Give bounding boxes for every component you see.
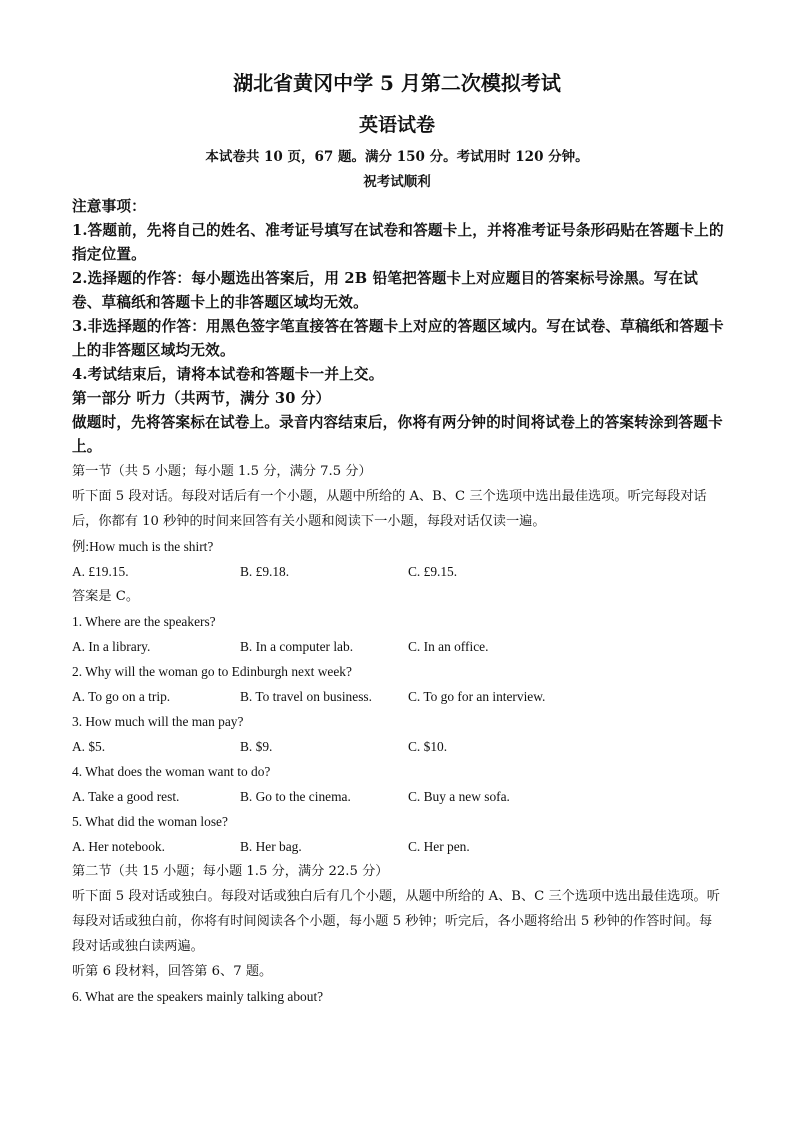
question-4: 4. What does the woman want to do?: [72, 764, 271, 779]
section2-instruction: 听下面 5 段对话或独白。每段对话或独白后有几个小题，从题中所给的 A、B、C 三个选项中选出最佳选项。听每段对话或独白前，你将有时间阅读各个小题，每小题 5 秒钟；听完后，各小题将给出 5 秒钟的作答时间。每段对话或独白读两遍。: [72, 889, 720, 954]
question-5-option-b: B. Her bag.: [240, 839, 302, 854]
question-4-option-b: B. Go to the cinema.: [240, 789, 351, 804]
question-2-option-c: C. To go for an interview.: [408, 689, 546, 704]
notice-heading: 注意事项：: [72, 198, 146, 215]
question-3-option-c: C. $10.: [408, 739, 448, 754]
question-1-option-b: B. In a computer lab.: [240, 639, 354, 654]
question-1: 1. Where are the speakers?: [72, 614, 216, 629]
question-3-option-b: B. $9.: [240, 739, 273, 754]
exam-subtitle: 英语试卷: [358, 114, 435, 136]
example-option-c: C. £9.15.: [408, 564, 458, 579]
example-option-a: A. £19.15.: [72, 564, 129, 579]
question-4-option-a: A. Take a good rest.: [72, 789, 180, 804]
question-5-option-c: C. Her pen.: [408, 839, 470, 854]
example-options: [72, 559, 724, 584]
part1-instruction: 做题时，先将答案标在试卷上。录音内容结束后，你将有两分钟的时间将试卷上的答案转涂到答题卡上。: [72, 414, 723, 455]
notice-item-1: 1.答题前，先将自己的姓名、准考证号填写在试卷和答题卡上，并将准考证号条形码贴在答题卡上的指定位置。: [72, 222, 724, 263]
question-1-option-a: A. In a library.: [72, 639, 151, 654]
example-option-b: B. £9.18.: [240, 564, 290, 579]
question-6: 6. What are the speakers mainly talking about?: [72, 989, 324, 1004]
question-1-options: [72, 634, 724, 659]
part1-heading: 第一部分 听力（共两节，满分 30 分）: [72, 390, 331, 407]
section1-heading: 第一节（共 5 小题；每小题 1.5 分，满分 7.5 分）: [72, 464, 372, 479]
notice-item-2: 2.选择题的作答：每小题选出答案后，用 2B 铅笔把答题卡上对应题目的答案标号涂黑。写在试卷、草稿纸和答题卡上的非答题区域均无效。: [72, 270, 699, 311]
section2-heading: 第二节（共 15 小题；每小题 1.5 分，满分 22.5 分）: [72, 864, 389, 879]
exam-title: 湖北省黄冈中学 5 月第二次模拟考试: [233, 71, 561, 95]
question-5: 5. What did the woman lose?: [72, 814, 228, 829]
exam-wish: 祝考试顺利: [363, 174, 431, 190]
question-3-options: [72, 734, 724, 759]
question-2-option-b: B. To travel on business.: [240, 689, 372, 704]
example-answer: 答案是 C。: [72, 589, 140, 604]
question-2-option-a: A. To go on a trip.: [72, 689, 171, 704]
question-5-option-a: A. Her notebook.: [72, 839, 165, 854]
question-3-option-a: A. $5.: [72, 739, 106, 754]
exam-content: [72, 195, 724, 1009]
example-question: 例:How much is the shirt?: [72, 539, 214, 554]
question-4-options: [72, 784, 724, 809]
notice-item-3: 3.非选择题的作答：用黑色签字笔直接答在答题卡上对应的答题区域内。写在试卷、草稿纸和答题卡上的非答题区域均无效。: [72, 318, 724, 359]
question-2: 2. Why will the woman go to Edinburgh next week?: [72, 664, 352, 679]
notice-item-4: 4.考试结束后，请将本试卷和答题卡一并上交。: [72, 366, 384, 383]
question-2-options: [72, 684, 724, 709]
question-4-option-c: C. Buy a new sofa.: [408, 789, 510, 804]
question-5-options: [72, 834, 724, 859]
exam-info: 本试卷共 10 页，67 题。满分 150 分。考试用时 120 分钟。: [205, 149, 589, 165]
section1-instruction: 听下面 5 段对话。每段对话后有一个小题，从题中所给的 A、B、C 三个选项中选出最佳选项。听完每段对话后，你都有 10 秒钟的时间来回答有关小题和阅读下一小题，每段对话仅读一遍。: [72, 489, 707, 529]
question-3: 3. How much will the man pay?: [72, 714, 244, 729]
question-1-option-c: C. In an office.: [408, 639, 489, 654]
section2-material: 听第 6 段材料，回答第 6、7 题。: [72, 964, 273, 979]
